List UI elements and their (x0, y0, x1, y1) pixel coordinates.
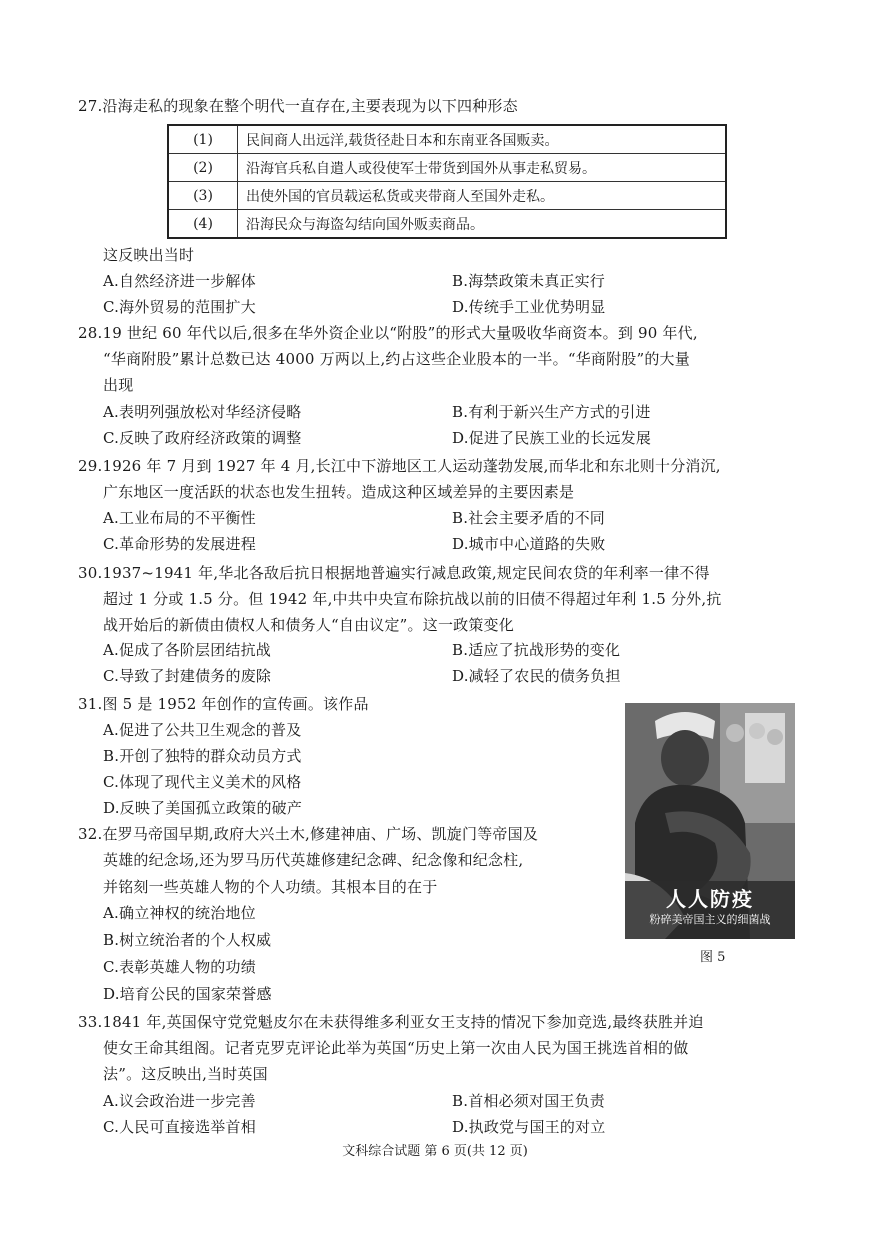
table-row (168, 125, 726, 154)
q27-option-a: A.自然经济进一步解体 (103, 272, 256, 290)
q33-option-b: B.首相必须对国王负责 (452, 1092, 605, 1110)
table-cell-num: (1) (168, 125, 238, 154)
q31-option-d: D.反映了美国孤立政策的破产 (103, 799, 303, 817)
q33-option-a: A.议会政治进一步完善 (103, 1092, 256, 1110)
q28-option-d: D.促进了民族工业的长远发展 (452, 429, 652, 447)
page-footer: 文科综合试题 第 6 页(共 12 页) (342, 1144, 528, 1159)
q31-option-c: C.体现了现代主义美术的风格 (103, 773, 302, 791)
table-row (168, 182, 726, 210)
table-cell-num: (2) (168, 154, 238, 182)
table-cell-text: 沿海官兵私自遣人或役使军士带货到国外从事走私贸易。 (238, 154, 727, 182)
q30-line-2: 超过 1 分或 1.5 分。但 1942 年,中共中央宣布除抗战以前的旧债不得超过年利 1.5 分外,抗 (103, 590, 722, 608)
q28-option-c: C.反映了政府经济政策的调整 (103, 429, 302, 447)
q30-option-c: C.导致了封建债务的废除 (103, 667, 272, 685)
q28-line-3: 出现 (103, 376, 134, 394)
q32-line-1: 32.在罗马帝国早期,政府大兴土木,修建神庙、广场、凯旋门等帝国及 (78, 825, 538, 843)
q29-option-b: B.社会主要矛盾的不同 (452, 509, 605, 527)
q30-line-3: 战开始后的新债由债权人和债务人“自由议定”。这一政策变化 (103, 616, 514, 634)
q30-option-a: A.促成了各阶层团结抗战 (103, 641, 272, 659)
q30-option-d: D.减轻了农民的债务负担 (452, 667, 621, 685)
q32-line-3: 并铭刻一些英雄人物的个人功绩。其根本目的在于 (103, 878, 438, 896)
q30-option-b: B.适应了抗战形势的变化 (452, 641, 621, 659)
table-row (168, 210, 726, 239)
q27-tail: 这反映出当时 (103, 246, 195, 264)
propaganda-poster-image (625, 703, 795, 939)
q32-option-c: C.表彰英雄人物的功绩 (103, 958, 256, 976)
table-row (168, 154, 726, 182)
q31-option-a: A.促进了公共卫生观念的普及 (103, 721, 302, 739)
table-cell-text: 沿海民众与海盗勾结向国外贩卖商品。 (238, 210, 727, 239)
q29-line-2: 广东地区一度活跃的状态也发生扭转。造成这种区域差异的主要因素是 (103, 483, 575, 501)
q29-option-a: A.工业布局的不平衡性 (103, 509, 256, 527)
q28-line-1: 28.19 世纪 60 年代以后,很多在华外资企业以“附股”的形式大量吸收华商资本。到 90 年代, (78, 324, 698, 342)
q31-stem: 31.图 5 是 1952 年创作的宣传画。该作品 (78, 695, 369, 713)
q27-option-d: D.传统手工业优势明显 (452, 298, 606, 316)
table-cell-num: (3) (168, 182, 238, 210)
q32-line-2: 英雄的纪念场,还为罗马历代英雄修建纪念碑、纪念像和纪念柱, (103, 851, 524, 869)
table-cell-text: 出使外国的官员载运私货或夹带商人至国外走私。 (238, 182, 727, 210)
q29-line-1: 29.1926 年 7 月到 1927 年 4 月,长江中下游地区工人运动蓬勃发展,而华北和东北则十分消沉, (78, 457, 721, 475)
q27-table (167, 124, 727, 239)
q28-line-2: “华商附股”累计总数已达 4000 万两以上,约占这些企业股本的一半。“华商附股”的大量 (103, 350, 690, 368)
poster-subtitle: 粉碎美帝国主义的细菌战 (649, 913, 771, 926)
q33-line-1: 33.1841 年,英国保守党党魁皮尔在未获得维多利亚女王支持的情况下参加竞选,最终获胜并迫 (78, 1013, 704, 1031)
q33-option-c: C.人民可直接选举首相 (103, 1118, 256, 1136)
table-cell-text: 民间商人出远洋,载货径赴日本和东南亚各国贩卖。 (238, 125, 727, 154)
q27-option-b: B.海禁政策未真正实行 (452, 272, 605, 290)
q32-option-d: D.培育公民的国家荣誉感 (103, 985, 272, 1003)
q31-option-b: B.开创了独特的群众动员方式 (103, 747, 302, 765)
q33-line-3: 法”。这反映出,当时英国 (103, 1065, 268, 1083)
q28-option-b: B.有利于新兴生产方式的引进 (452, 403, 651, 421)
q32-option-b: B.树立统治者的个人权威 (103, 931, 272, 949)
table-cell-num: (4) (168, 210, 238, 239)
q32-option-a: A.确立神权的统治地位 (103, 904, 256, 922)
poster-title: 人人防疫 (666, 887, 754, 911)
figure-caption: 图 5 (700, 950, 726, 965)
q33-option-d: D.执政党与国王的对立 (452, 1118, 606, 1136)
q29-option-d: D.城市中心道路的失败 (452, 535, 606, 553)
q28-option-a: A.表明列强放松对华经济侵略 (103, 403, 302, 421)
q29-option-c: C.革命形势的发展进程 (103, 535, 256, 553)
q27-option-c: C.海外贸易的范围扩大 (103, 298, 256, 316)
q33-line-2: 使女王命其组阁。记者克罗克评论此举为英国“历史上第一次由人民为国王挑选首相的做 (103, 1039, 689, 1057)
q30-line-1: 30.1937~1941 年,华北各敌后抗日根据地普遍实行减息政策,规定民间农贷的年利率一律不得 (78, 564, 710, 582)
q27-stem: 27.沿海走私的现象在整个明代一直存在,主要表现为以下四种形态 (78, 97, 518, 115)
